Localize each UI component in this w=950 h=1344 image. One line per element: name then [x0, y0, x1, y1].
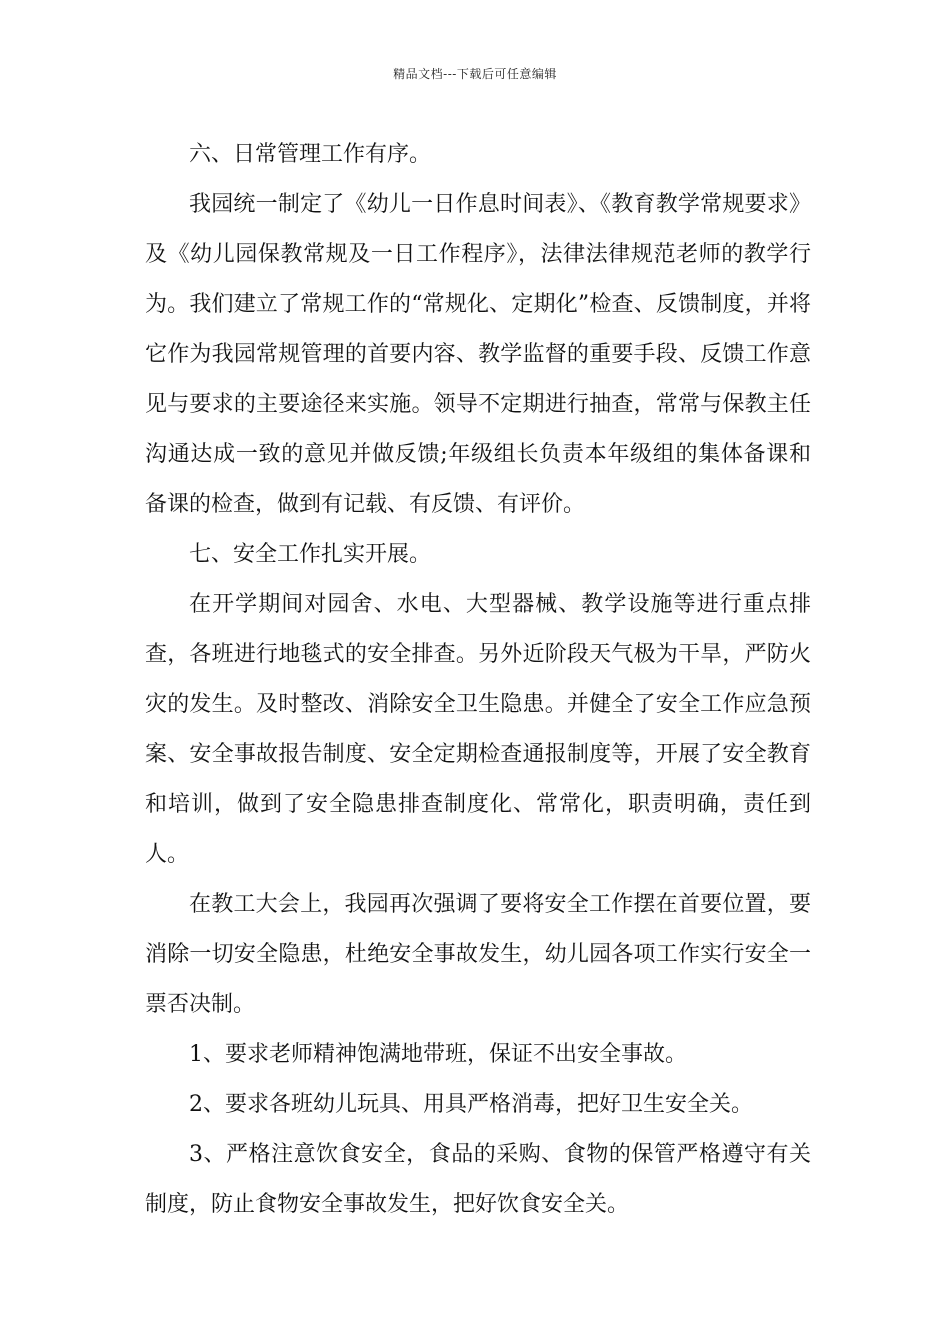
paragraph-safety-inspection: 在开学期间对园舍、水电、大型器械、教学设施等进行重点排查，各班进行地毯式的安全排查。另外近阶段天气极为干旱，严防火灾的发生。及时整改、消除安全卫生隐患。并健全了安全工作应急预案、安全事故报告制度、安全定期检查通报制度等，开展了安全教育和培训，做到了安全隐患排查制度化、常常化，职责明确，责任到人。: [145, 592, 811, 867]
paragraph-staff-meeting: 在教工大会上，我园再次强调了要将安全工作摆在首要位置，要消除一切安全隐患，杜绝安全事故发生，幼儿园各项工作实行安全一票否决制。: [145, 892, 811, 1017]
list-item-2: 2、要求各班幼儿玩具、用具严格消毒，把好卫生安全关。: [189, 1092, 753, 1117]
section-heading-safety-work: 七、安全工作扎实开展。: [189, 542, 432, 567]
section-heading-daily-management: 六、日常管理工作有序。: [189, 142, 432, 167]
paragraph-daily-management: 我园统一制定了《幼儿一日作息时间表》、《教育教学常规要求》及《幼儿园保教常规及一日工作程序》，法律法律规范老师的教学行为。我们建立了常规工作的“常规化、定期化”检查、反馈制度，并将它作为我园常规管理的首要内容、教学监督的重要手段、反馈工作意见与要求的主要途径来实施。领导不定期进行抽查，常常与保教主任沟通达成一致的意见并做反馈;年级组长负责本年级组的集体备课和备课的检查，做到有记载、有反馈、有评价。: [145, 192, 811, 517]
list-item-3: 3、严格注意饮食安全，食品的采购、食物的保管严格遵守有关制度，防止食物安全事故发生，把好饮食安全关。: [145, 1142, 811, 1217]
document-body: [145, 130, 811, 1230]
list-item-1: 1、要求老师精神饱满地带班，保证不出安全事故。: [189, 1042, 687, 1067]
page-header: 精品文档---下载后可任意编辑: [393, 67, 557, 81]
